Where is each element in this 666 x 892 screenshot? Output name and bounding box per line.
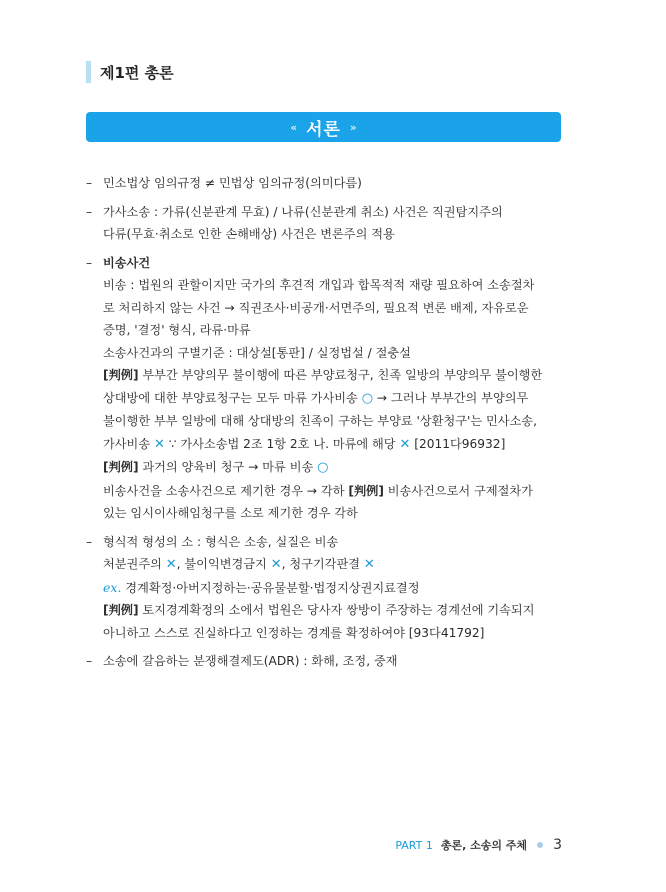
note-item-1: – 민소법상 임의규정 ≠ 민법상 임의규정(의미다름) [86, 172, 564, 195]
banner-right-decoration: » [349, 120, 357, 134]
page-footer [395, 837, 562, 853]
note-item-2: – 가사소송 : 가류(신분관계 무효) / 나류(신분관계 취소) 사건은 직권탐지주의 다류(무효·취소로 인한 손해배상) 사건은 변론주의 적용 [86, 201, 564, 246]
note-line: 비송 : 법원의 관할이지만 국가의 후견적 개입과 합목적적 재량 필요하여 소송절차 [103, 278, 535, 292]
note-line: 소송사건과의 구별기준 : 대상설[통판] / 실정법설 / 절충설 [103, 345, 411, 360]
note-item-5: – 소송에 갈음하는 분쟁해결제도(ADR) : 화해, 조정, 중재 [86, 650, 564, 673]
footer-section-title: 총론, 소송의 주체 [440, 839, 528, 852]
note-item-3: – 비송사건 비송 : 법원의 관할이지만 국가의 후견적 개입과 합목적적 재량 필요하여 소송절차 로 처리하지 않는 사건 → 직권조사·비공개·서면주의, 필요적 변론 배제, 자유로운 증명, '결정' 형식, 라류·마류 소송사건과의 구별기준 : 대상설[통판] / 실정법설 / 절충설 [判例] 부부간 부양의무 불이행에 따른 부양료청구, 친족 일방의 부양의무 불이행한 상대방에 대한 부양료청구는 모두 마류 가사비송 ○ → 그러나 부부간의 부양의무 불이행한 부부 일방에 대해 상대방의 친족이 구하는 부양료 '상환청구'는 민사소송, 가사비송 ✕ ∵ 가사소송법 2조 1항 2호 나. 마류에 해당 ✕ [2011다96932] [判例] 과거의 양육비 청구 → 마류 비송 ○ 비송사건을 소송사건으로 제기한 경우 → 각하 [判例] 비송사건으로서 구제절차가 있는 임시이사해임청구를 소로 제기한 경우 각하 [86, 252, 564, 525]
note-line: 있는 임시이사해임청구를 소로 제기한 경우 각하 [103, 506, 358, 520]
note-line: 불이행한 부부 일방에 대해 상대방의 친족이 구하는 부양료 '상환청구'는 민사소송, [103, 414, 537, 428]
note-line: 민소법상 임의규정 ≠ 민법상 임의규정(의미다름) [103, 176, 362, 190]
note-line: 로 처리하지 않는 사건 → 직권조사·비공개·서면주의, 필요적 변론 배제, 자유로운 [103, 300, 529, 315]
note-line: ex. 경계확정·아버지정하는·공유물분할·법정지상권지료결정 [103, 579, 420, 595]
note-line: 상대방에 대한 부양료청구는 모두 마류 가사비송 ○ → 그러나 부부간의 부양의무 [103, 390, 529, 406]
chapter-heading [86, 61, 174, 83]
section-banner [86, 112, 561, 142]
note-line: 증명, '결정' 형식, 라류·마류 [103, 323, 251, 337]
note-line: 소송에 갈음하는 분쟁해결제도(ADR) : 화해, 조정, 중재 [103, 654, 398, 668]
note-line: 형식적 형성의 소 : 형식은 소송, 실질은 비송 [103, 534, 339, 549]
notes-list [86, 172, 564, 679]
note-heading: 비송사건 [103, 255, 151, 270]
page-number: 3 [553, 837, 562, 853]
note-line: [判例] 부부간 부양의무 불이행에 따른 부양료청구, 친족 일방의 부양의무 불이행한 [103, 368, 543, 382]
note-line: [判例] 토지경계확정의 소에서 법원은 당사자 쌍방이 주장하는 경계선에 기속되지 [103, 603, 535, 617]
note-line: 아니하고 스스로 진실하다고 인정하는 경계를 확정하여야 [93다41792] [103, 625, 485, 640]
chapter-title: 제1편 총론 [100, 63, 174, 82]
note-line: [判例] 과거의 양육비 청구 → 마류 비송 ○ [103, 460, 329, 475]
section-title: 서론 [306, 119, 341, 140]
note-line: 비송사건을 소송사건으로 제기한 경우 → 각하 [判例] 비송사건으로서 구제절차가 [103, 483, 533, 498]
note-line: 다류(무효·취소로 인한 손해배상) 사건은 변론주의 적용 [103, 227, 395, 241]
note-line: 처분권주의 ✕, 불이익변경금지 ✕, 청구기각판결 ✕ [103, 557, 375, 572]
footer-dot-icon [537, 842, 543, 848]
footer-part-label: PART 1 [395, 838, 433, 852]
note-item-4: – 형식적 형성의 소 : 형식은 소송, 실질은 비송 처분권주의 ✕, 불이익변경금지 ✕, 청구기각판결 ✕ ex. 경계확정·아버지정하는·공유물분할·법정지상권지료결정 [判例] 토지경계확정의 소에서 법원은 당사자 쌍방이 주장하는 경계선에 기속되지 아니하고 스스로 진실하다고 인정하는 경계를 확정하여야 [93다41792] [86, 531, 564, 645]
chapter-bar [86, 61, 91, 83]
banner-left-decoration: « [290, 120, 298, 134]
note-line: 가사소송 : 가류(신분관계 무효) / 나류(신분관계 취소) 사건은 직권탐지주의 [103, 204, 503, 219]
note-line: 가사비송 ✕ ∵ 가사소송법 2조 1항 2호 나. 마류에 해당 ✕ [2011다96932] [103, 436, 506, 452]
